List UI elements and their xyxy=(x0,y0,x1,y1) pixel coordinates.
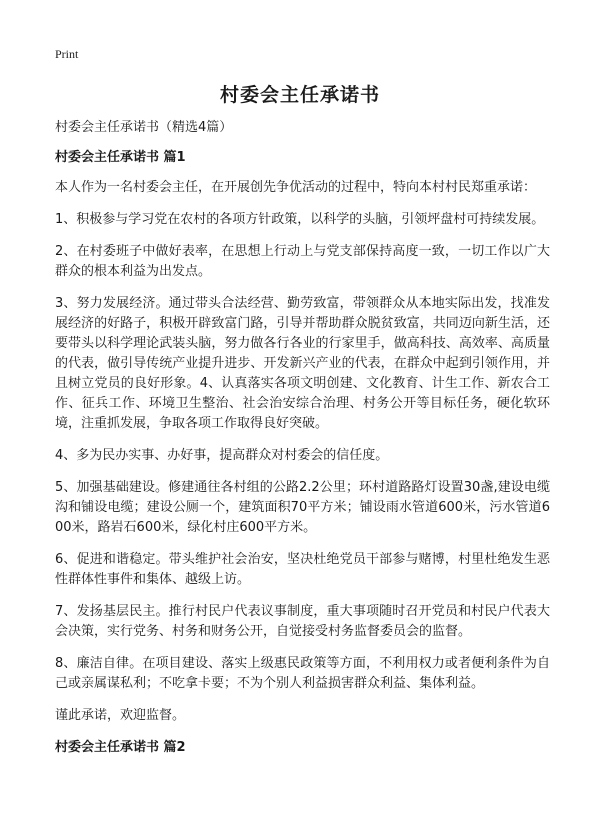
document-subtitle: 村委会主任承诺书（精选4篇） xyxy=(55,120,233,135)
paragraph-item-7: 7、发扬基层民主。推行村民户代表议事制度，重大事项随时召开党员和村民户代表大会决策，实行党务、村务和财务公开，自觉接受村务监督委员会的监督。 xyxy=(55,604,550,639)
paragraph-item-3: 3、努力发展经济。通过带头合法经营、勤劳致富，带领群众从本地实际出发，找准发展经济的好路子，积极开辟致富门路，引导并帮助群众脱贫致富，共同迈向新生活，还要带头以科学理论武装头脑，努力做各行各业的行家里手，做高科技、高效率、高质量的代表，做引导传统产业提升进步、开发新兴产业的代表，在群众中起到引领作用，并且树立党员的良好形象。4、认真落实各项文明创建、文化教育、计生工作、新农合工作、征兵工作、环境卫生整治、社会治安综合治理、村务公开等目标任务，硬化软环境，注重抓发展，争取各项工作取得良好突破。 xyxy=(55,296,550,431)
paragraph-item-8: 8、廉洁自律。在项目建设、落实上级惠民政策等方面，不利用权力或者便利条件为自己或亲属谋私利；不吃拿卡要；不为个别人利益损害群众利益、集体利益。 xyxy=(55,656,550,691)
paragraph-item-1: 1、积极参与学习党在农村的各项方针政策，以科学的头脑，引领坪盘村可持续发展。 xyxy=(55,212,545,227)
paragraph-item-4: 4、多为民办实事、办好事，提高群众对村委会的信任度。 xyxy=(55,448,389,463)
document-body xyxy=(55,118,550,768)
paragraph-intro: 本人作为一名村委会主任，在开展创先争优活动的过程中，特向本村村民郑重承诺： xyxy=(55,180,537,195)
paragraph-item-2: 2、在村委班子中做好表率，在思想上行动上与党支部保持高度一致，一切工作以广大群众的根本利益为出发点。 xyxy=(55,244,550,279)
section-heading-2: 村委会主任承诺书 篇2 xyxy=(55,740,186,755)
print-link[interactable]: Print xyxy=(55,47,79,61)
section-heading-1: 村委会主任承诺书 篇1 xyxy=(55,150,186,165)
paragraph-item-6: 6、促进和谐稳定。带头维护社会治安，坚决杜绝党员干部参与赌博，村里杜绝发生恶性群体性事件和集体、越级上访。 xyxy=(55,552,550,587)
paragraph-closing: 谨此承诺，欢迎监督。 xyxy=(55,708,186,723)
paragraph-item-5: 5、加强基础建设。修建通往各村组的公路2.2公里；环村道路路灯设置30盏,建设电缆沟和铺设电缆；建设公厕一个，建筑面积70平方米；铺设雨水管道600米，污水管道600米，路岩石600米，绿化村庄600平方米。 xyxy=(55,480,550,535)
document-title: 村委会主任承诺书 xyxy=(219,84,380,106)
